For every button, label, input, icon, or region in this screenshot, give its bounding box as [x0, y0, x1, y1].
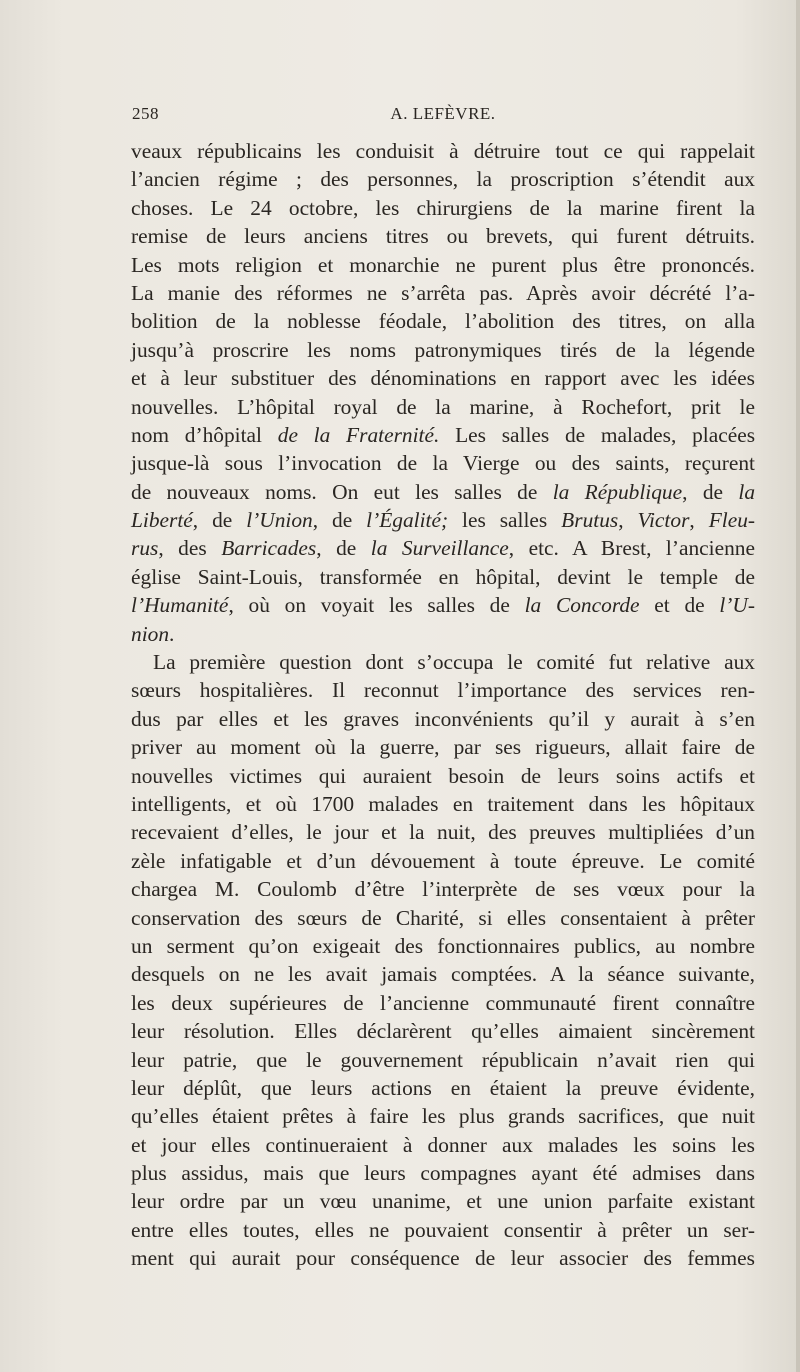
text-line [131, 932, 755, 960]
italic-text: Fleu- [708, 508, 756, 533]
italic-text: la [738, 479, 756, 504]
italic-text: l’Humanité [131, 593, 229, 618]
text-line [131, 534, 755, 562]
italic-text: Liberté [131, 508, 193, 533]
text-line [131, 222, 755, 250]
text-run: les deux supérieures de l’ancienne communauté firent connaître [131, 990, 755, 1015]
text-run: leur patrie, que le gouvernement républicain n’avait rien qui [131, 1047, 755, 1072]
text-line [131, 194, 755, 222]
text-line [131, 336, 755, 364]
text-line [131, 1131, 755, 1159]
text-run: intelligents, et où 1700 malades en traitement dans les hôpitaux [131, 791, 755, 816]
text-run: église Saint-Louis, transformée en hôpital, devint le temple de [131, 564, 755, 589]
text-line [131, 1074, 755, 1102]
text-run: sœurs hospitalières. Il reconnut l’importance des services ren- [131, 678, 755, 703]
italic-text: de la Fraternité. [277, 422, 440, 447]
text-line [131, 364, 755, 392]
text-run: recevaient d’elles, le jour et la nuit, des preuves multipliées d’un [131, 820, 755, 845]
text-run: leur déplût, que leurs actions en étaient la preuve évidente, [131, 1075, 755, 1100]
text-line [131, 818, 755, 846]
body-text [131, 137, 755, 1273]
text-line [131, 307, 755, 335]
text-run: , [618, 508, 638, 533]
text-line [131, 1046, 755, 1074]
text-run: nom d’hôpital [131, 422, 278, 447]
text-run: l’ancien régime ; des personnes, la proscription s’étendit aux [131, 167, 755, 192]
text-run: jusqu’à proscrire les noms patronymiques tirés de la légende [131, 337, 755, 362]
running-head [132, 100, 754, 126]
text-line [131, 875, 755, 903]
italic-text: l’Égalité; [366, 508, 449, 533]
italic-text: nion [131, 621, 170, 646]
text-run: conservation des sœurs de Charité, si elles consentaient à prêter [131, 905, 755, 930]
text-run: , où on voyait les salles de [228, 593, 525, 618]
text-line [131, 960, 755, 988]
text-run: choses. Le 24 octobre, les chirurgiens de la marine firent la [131, 195, 755, 220]
text-line [131, 393, 755, 421]
italic-text: Victor [637, 508, 690, 533]
text-line [131, 705, 755, 733]
italic-text: la République [552, 479, 683, 504]
text-run: , de [316, 536, 371, 561]
text-run: La manie des réformes ne s’arrêta pas. Après avoir décrété l’a- [131, 280, 755, 305]
text-line [131, 137, 755, 165]
text-line [131, 591, 755, 619]
text-run: nouvelles. L’hôpital royal de la marine, à Rochefort, prit le [131, 394, 755, 419]
text-run: dus par elles et les graves inconvénients qu’il y aurait à s’en [131, 706, 755, 731]
text-run: Les salles de malades, placées [439, 422, 756, 447]
text-run: Les mots religion et monarchie ne purent plus être prononcés. [131, 252, 755, 277]
text-line [131, 251, 755, 279]
text-run: ment qui aurait pour conséquence de leur associer des femmes [131, 1246, 755, 1271]
text-line [131, 449, 755, 477]
text-run: , de [682, 479, 739, 504]
text-run: entre elles toutes, elles ne pouvaient consentir à prêter un ser- [131, 1217, 755, 1242]
text-line [131, 165, 755, 193]
text-run: veaux républicains les conduisit à détruire tout ce qui rappelait [131, 139, 755, 163]
text-run: leur ordre par un vœu unanime, et une union parfaite existant [131, 1189, 755, 1214]
text-run: et à leur substituer des dénominations en rapport avec les idées [131, 366, 755, 391]
text-run: leur résolution. Elles déclarèrent qu’elles aimaient sincèrement [131, 1019, 755, 1044]
text-run: remise de leurs anciens titres ou brevets, qui furent détruits. [131, 224, 755, 249]
text-run: La première question dont s’occupa le comité fut relative aux [153, 650, 755, 675]
text-line [131, 1102, 755, 1130]
text-line [131, 1159, 755, 1187]
page-edge-shadow [796, 0, 800, 1372]
text-run: de nouveaux noms. On eut les salles de [131, 479, 553, 504]
text-line [131, 1216, 755, 1244]
text-line [131, 1017, 755, 1045]
italic-text: rus [131, 536, 159, 561]
text-run: un serment qu’on exigeait des fonctionnaires publics, au nombre [131, 933, 755, 958]
text-line [131, 733, 755, 761]
text-line [131, 620, 755, 648]
text-line [131, 989, 755, 1017]
text-run: les salles [448, 508, 562, 533]
text-run: , etc. A Brest, l’ancienne [508, 536, 755, 561]
text-line [131, 762, 755, 790]
text-run: zèle infatigable et d’un dévouement à toute épreuve. Le comité [131, 848, 755, 873]
italic-text: la Surveillance [370, 536, 509, 561]
text-line [131, 648, 755, 676]
text-run: , [689, 508, 709, 533]
text-run: chargea M. Coulomb d’être l’interprète de ses vœux pour la [131, 877, 755, 902]
running-head-author: A. LEFÈVRE. [390, 104, 496, 123]
text-run: , de [192, 508, 247, 533]
text-line [131, 421, 755, 449]
italic-text: Brutus [561, 508, 619, 533]
text-line [131, 563, 755, 591]
text-line [131, 478, 755, 506]
italic-text: l’Union [246, 508, 313, 533]
text-line [131, 847, 755, 875]
text-line [131, 790, 755, 818]
text-line [131, 904, 755, 932]
text-run: bolition de la noblesse féodale, l’abolition des titres, on alla [131, 309, 755, 334]
text-line [131, 676, 755, 704]
text-line [131, 1187, 755, 1215]
text-run: et jour elles continueraient à donner aux malades les soins les [131, 1132, 755, 1157]
text-run: plus assidus, mais que leurs compagnes ayant été admises dans [131, 1161, 755, 1186]
text-line [131, 506, 755, 534]
text-line [131, 1244, 755, 1272]
text-run: qu’elles étaient prêtes à faire les plus grands sacrifices, que nuit [131, 1104, 755, 1129]
text-run: . [169, 621, 175, 646]
text-run: , de [312, 508, 367, 533]
text-run: desquels on ne les avait jamais comptées. A la séance suivante, [131, 962, 755, 987]
italic-text: Barricades [221, 536, 317, 561]
text-run: nouvelles victimes qui auraient besoin de leurs soins actifs et [131, 763, 755, 788]
text-run: , des [158, 536, 222, 561]
italic-text: la Concorde [524, 593, 640, 618]
text-line [131, 279, 755, 307]
page-number: 258 [132, 104, 159, 123]
text-run: priver au moment où la guerre, par ses rigueurs, allait faire de [131, 735, 755, 760]
text-run: et de [639, 593, 720, 618]
text-run: jusque-là sous l’invocation de la Vierge ou des saints, reçurent [131, 451, 755, 476]
italic-text: l’U- [719, 593, 755, 618]
